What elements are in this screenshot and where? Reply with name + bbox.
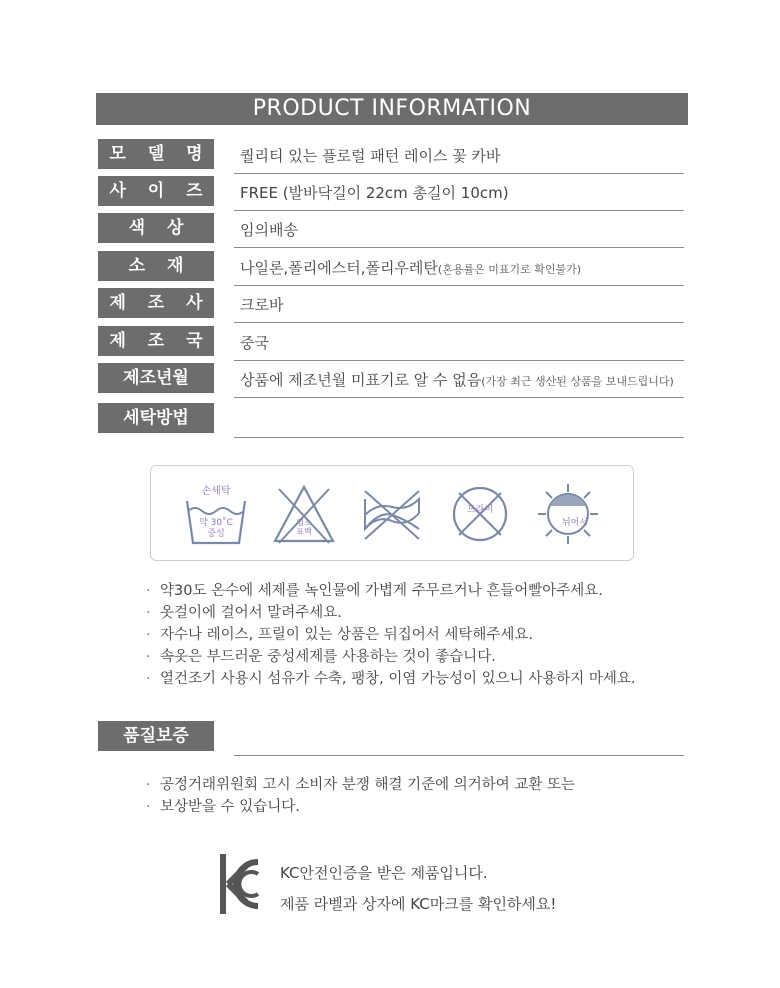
info-row-material — [96, 249, 684, 285]
info-row-manufacturer — [96, 286, 684, 322]
quality-note-continued: · 보상받을 수 있습니다. — [146, 796, 706, 818]
label-color: 색 상 — [98, 213, 214, 243]
kc-mark-icon — [218, 852, 266, 916]
value-washing — [234, 401, 684, 438]
care-icons-box — [150, 465, 634, 561]
value-material: 나일론,폴리에스터,폴리우레탄(혼용률은 미표기로 확인불가) — [234, 249, 684, 286]
info-row-washing — [96, 401, 684, 437]
value-manufacturer: 크로바 — [234, 286, 684, 323]
label-washing: 세탁방법 — [98, 403, 214, 433]
quality-notes-list — [146, 774, 706, 818]
manufacture-date-note: (가장 최근 생산된 상품을 보내드립니다) — [481, 375, 674, 388]
label-model: 모 델 명 — [98, 139, 214, 169]
hand-wash-temp-text: 약 30˚C — [199, 518, 233, 528]
info-row-quality — [96, 719, 684, 755]
wash-notes-list — [146, 580, 706, 690]
hand-wash-neutral-text: 중성 — [207, 529, 225, 539]
no-bleach-text-1: 염소 — [296, 518, 312, 527]
label-quality: 품질보증 — [98, 721, 214, 751]
no-wring-icon — [359, 481, 425, 547]
quality-note: · 공정거래위원회 고시 소비자 분쟁 해결 기준에 의거하여 교환 또는 — [146, 774, 706, 796]
shade-dry-text: 뉘어서 — [561, 518, 589, 528]
product-information-banner: PRODUCT INFORMATION — [96, 93, 688, 125]
no-bleach-icon — [271, 481, 337, 547]
hand-wash-icon — [183, 481, 249, 547]
value-size: FREE (발바닥길이 22cm 총길이 10cm) — [234, 174, 684, 211]
label-manufacturer: 제 조 사 — [98, 288, 214, 318]
info-row-manufacture-date — [96, 361, 684, 397]
kc-line-1: KC안전인증을 받은 제품입니다. — [280, 864, 488, 882]
no-bleach-text-2: 표백 — [296, 527, 312, 536]
wash-note: · 약30도 온수에 세제를 녹인물에 가볍게 주무르거나 흔들어빨아주세요. — [146, 580, 706, 602]
label-size: 사 이 즈 — [98, 176, 214, 206]
material-note: (혼용률은 미표기로 확인불가) — [437, 263, 582, 276]
wash-note: · 속옷은 부드러운 중성세제를 사용하는 것이 좋습니다. — [146, 646, 706, 668]
shade-dry-icon — [535, 481, 601, 547]
hand-wash-top-text: 손세탁 — [201, 486, 231, 497]
label-manufacture-date: 제조년월 — [98, 363, 214, 393]
wash-note: · 열건조기 사용시 섬유가 수축, 팽창, 이염 가능성이 있으니 사용하지 마세요. — [146, 668, 706, 690]
no-dry-clean-text: 드라이 — [466, 505, 494, 515]
info-row-size — [96, 174, 684, 210]
info-row-model — [96, 137, 684, 173]
info-row-color — [96, 211, 684, 247]
value-country: 중국 — [234, 324, 684, 361]
wash-note: · 옷걸이에 걸어서 말려주세요. — [146, 602, 706, 624]
label-material: 소 재 — [98, 251, 214, 281]
info-row-country — [96, 324, 684, 360]
value-quality — [234, 719, 684, 756]
kc-line-2: 제품 라벨과 상자에 KC마크를 확인하세요! — [280, 895, 557, 913]
label-country: 제 조 국 — [98, 326, 214, 356]
value-model: 퀄리티 있는 플로럴 패턴 레이스 꽃 카바 — [234, 137, 684, 174]
value-color: 임의배송 — [234, 211, 684, 248]
no-dry-clean-icon — [447, 481, 513, 547]
wash-note: · 자수나 레이스, 프릴이 있는 상품은 뒤집어서 세탁해주세요. — [146, 624, 706, 646]
value-manufacture-date: 상품에 제조년월 미표기로 알 수 없음(가장 최근 생산된 상품을 보내드립니다) — [234, 361, 684, 398]
